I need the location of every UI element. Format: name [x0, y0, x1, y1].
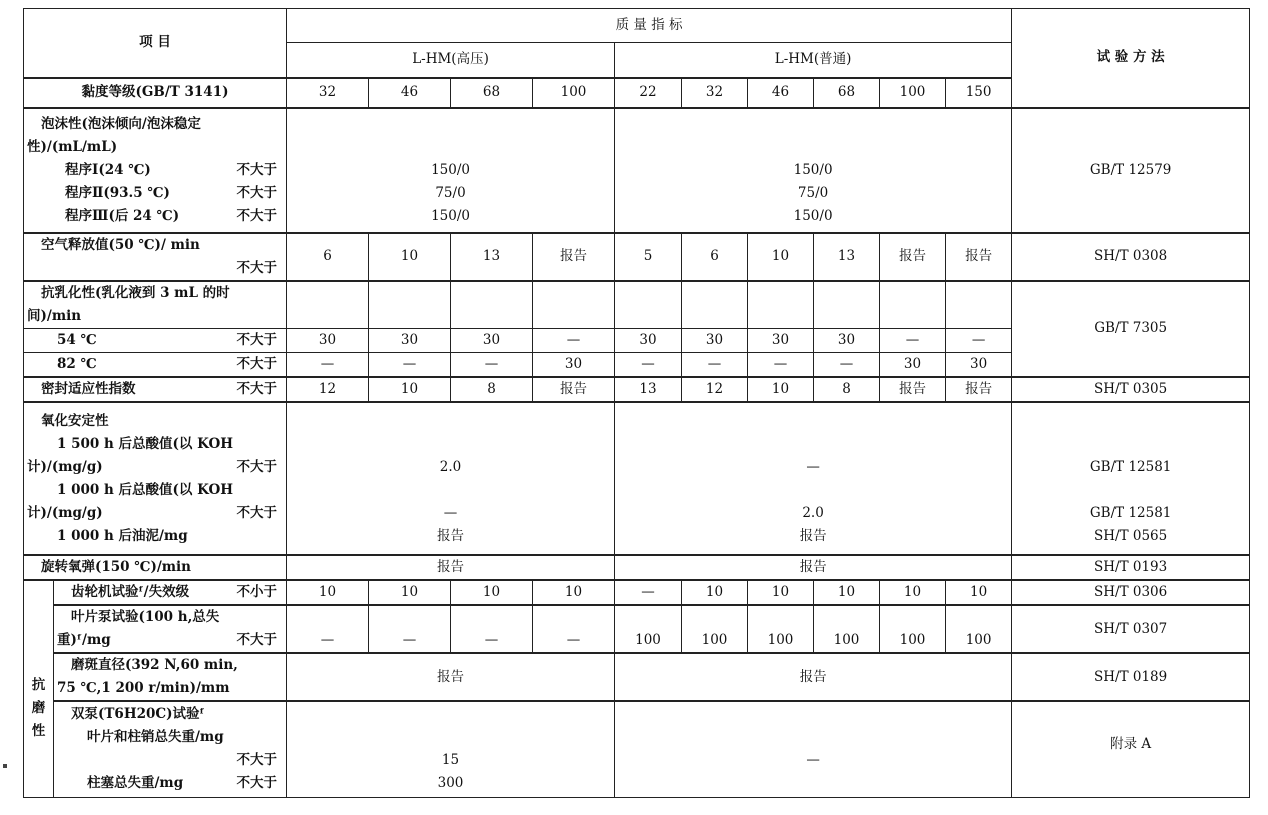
scar-label: 磨斑直径(392 N,60 min, 75 ℃,1 200 r/min)/mm	[54, 653, 287, 701]
gear-value: 10	[533, 580, 615, 605]
demuls-value: —	[748, 353, 814, 378]
air-method: SH/T 0308	[1012, 233, 1250, 281]
oxid-high-values: 2.0 — 报告	[287, 402, 615, 555]
demuls-54-row: 54 ℃ 不大于 30 30 30 — 30 30 30 30 — —	[24, 329, 1250, 353]
demuls-value: —	[615, 353, 682, 378]
seal-value: 报告	[880, 377, 946, 402]
rbot-normal: 报告	[615, 555, 1012, 580]
pump-row	[24, 701, 1250, 797]
demuls-value: 30	[748, 329, 814, 353]
air-value: 6	[287, 233, 369, 281]
air-row	[24, 233, 1250, 281]
oxid-label: 氧化安定性 1 500 h 后总酸值(以 KOH 计)/(mg/g) 不大于 1 000 h 后总酸值(以 KOH 计)/(mg/g) 不大于 1 000 h 后油泥/mg	[24, 402, 287, 555]
grade-cell: 46	[748, 78, 814, 108]
gear-value: 10	[814, 580, 880, 605]
gear-method: SH/T 0306	[1012, 580, 1250, 605]
pump-method: 附录 A	[1012, 701, 1250, 797]
grade-cell: 68	[814, 78, 880, 108]
air-value: 报告	[946, 233, 1012, 281]
demuls-value: —	[287, 353, 369, 378]
demuls-value: —	[880, 329, 946, 353]
vane-value: 100	[880, 605, 946, 653]
air-value: 报告	[880, 233, 946, 281]
grade-cell: 32	[682, 78, 748, 108]
grade-cell: 100	[880, 78, 946, 108]
oxid-methods: GB/T 12581 GB/T 12581 SH/T 0565	[1012, 402, 1250, 555]
air-value: 6	[682, 233, 748, 281]
grade-cell: 22	[615, 78, 682, 108]
foam-high-values: 150/0 75/0 150/0	[287, 108, 615, 233]
seal-value: 报告	[533, 377, 615, 402]
seal-value: 10	[369, 377, 451, 402]
demuls-value: —	[451, 353, 533, 378]
demuls-value: —	[946, 329, 1012, 353]
pump-normal: —	[615, 701, 1012, 797]
vane-row	[24, 605, 1250, 653]
demuls-value: 30	[946, 353, 1012, 378]
air-value: 10	[369, 233, 451, 281]
seal-value: 12	[287, 377, 369, 402]
quality-header: 质 量 指 标	[287, 9, 1012, 43]
demuls-value: 30	[451, 329, 533, 353]
oxid-row	[24, 402, 1250, 555]
grade-cell: 46	[369, 78, 451, 108]
vane-method: SH/T 0307	[1012, 605, 1250, 653]
demuls-method: GB/T 7305	[1012, 281, 1250, 378]
rbot-method: SH/T 0193	[1012, 555, 1250, 580]
gear-value: 10	[748, 580, 814, 605]
demuls-value: 30	[814, 329, 880, 353]
rbot-high: 报告	[287, 555, 615, 580]
antiwear-side-label: 抗 磨 性	[24, 580, 54, 797]
foam-row	[24, 108, 1250, 233]
demuls-value: —	[814, 353, 880, 378]
grade-cell: 32	[287, 78, 369, 108]
vane-value: 100	[682, 605, 748, 653]
quality-spec-table	[23, 8, 1250, 798]
demuls-value: 30	[615, 329, 682, 353]
demuls-value: 30	[533, 353, 615, 378]
vane-value: —	[287, 605, 369, 653]
scar-row	[24, 653, 1250, 701]
seal-row	[24, 377, 1250, 402]
foam-normal-values: 150/0 75/0 150/0	[615, 108, 1012, 233]
demuls-value: 30	[682, 329, 748, 353]
air-value: 报告	[533, 233, 615, 281]
air-value: 5	[615, 233, 682, 281]
grade-cell: 68	[451, 78, 533, 108]
demuls-label: 抗乳化性(乳化液到 3 mL 的时 间)/min	[24, 281, 287, 329]
rbot-row	[24, 555, 1250, 580]
hm-normal-header: L-HM(普通)	[615, 43, 1012, 78]
seal-value: 13	[615, 377, 682, 402]
seal-method: SH/T 0305	[1012, 377, 1250, 402]
viscosity-label: 黏度等级(GB/T 3141)	[24, 78, 287, 108]
air-value: 13	[814, 233, 880, 281]
vane-value: —	[451, 605, 533, 653]
air-value: 10	[748, 233, 814, 281]
margin-mark	[3, 764, 7, 768]
vane-value: —	[533, 605, 615, 653]
method-header: 试 验 方 法	[1012, 9, 1250, 108]
pump-label: 双泵(T6H20C)试验ᶠ 叶片和柱销总失重/mg 不大于 柱塞总失重/mg 不大于	[54, 701, 287, 797]
air-value: 13	[451, 233, 533, 281]
seal-value: 8	[451, 377, 533, 402]
gear-value: 10	[946, 580, 1012, 605]
scar-high: 报告	[287, 653, 615, 701]
oxid-normal-values: — 2.0 报告	[615, 402, 1012, 555]
foam-method: GB/T 12579	[1012, 108, 1250, 233]
foam-label: 泡沫性(泡沫倾向/泡沫稳定 性)/(mL/mL) 程序Ⅰ(24 ℃) 不大于 程序Ⅱ(93.5 ℃) 不大于 程序Ⅲ(后 24 ℃) 不大于	[24, 108, 287, 233]
vane-value: 100	[748, 605, 814, 653]
demuls-value: 30	[880, 353, 946, 378]
vane-value: 100	[946, 605, 1012, 653]
vane-value: 100	[814, 605, 880, 653]
demuls-title-row	[24, 281, 1250, 329]
gear-value: 10	[682, 580, 748, 605]
gear-row	[24, 580, 1250, 605]
demuls-value: 30	[287, 329, 369, 353]
seal-value: 12	[682, 377, 748, 402]
gear-label: 齿轮机试验ᶠ/失效级 不小于	[54, 580, 287, 605]
demuls-value: —	[533, 329, 615, 353]
demuls-value: —	[682, 353, 748, 378]
vane-label: 叶片泵试验(100 h,总失 重)ᶠ/mg 不大于	[54, 605, 287, 653]
item-header: 项 目	[24, 9, 287, 78]
seal-value: 8	[814, 377, 880, 402]
grade-cell: 150	[946, 78, 1012, 108]
grade-cell: 100	[533, 78, 615, 108]
demuls-82-row: 82 ℃ 不大于 — — — 30 — — — — 30 30	[24, 353, 1250, 378]
vane-value: —	[369, 605, 451, 653]
gear-value: 10	[287, 580, 369, 605]
pump-high-values: 15 300	[287, 701, 615, 797]
seal-value: 10	[748, 377, 814, 402]
hm-high-header: L-HM(高压)	[287, 43, 615, 78]
scar-normal: 报告	[615, 653, 1012, 701]
gear-value: 10	[369, 580, 451, 605]
seal-value: 报告	[946, 377, 1012, 402]
demuls-value: —	[369, 353, 451, 378]
demuls-value: 30	[369, 329, 451, 353]
header-row-1	[24, 9, 1250, 43]
gear-value: 10	[451, 580, 533, 605]
gear-value: 10	[880, 580, 946, 605]
scar-method: SH/T 0189	[1012, 653, 1250, 701]
rbot-label: 旋转氧弹(150 ℃)/min	[24, 555, 287, 580]
seal-label: 密封适应性指数 不大于	[24, 377, 287, 402]
vane-value: 100	[615, 605, 682, 653]
air-label: 空气释放值(50 ℃)/ min 不大于	[24, 233, 287, 281]
gear-value: —	[615, 580, 682, 605]
